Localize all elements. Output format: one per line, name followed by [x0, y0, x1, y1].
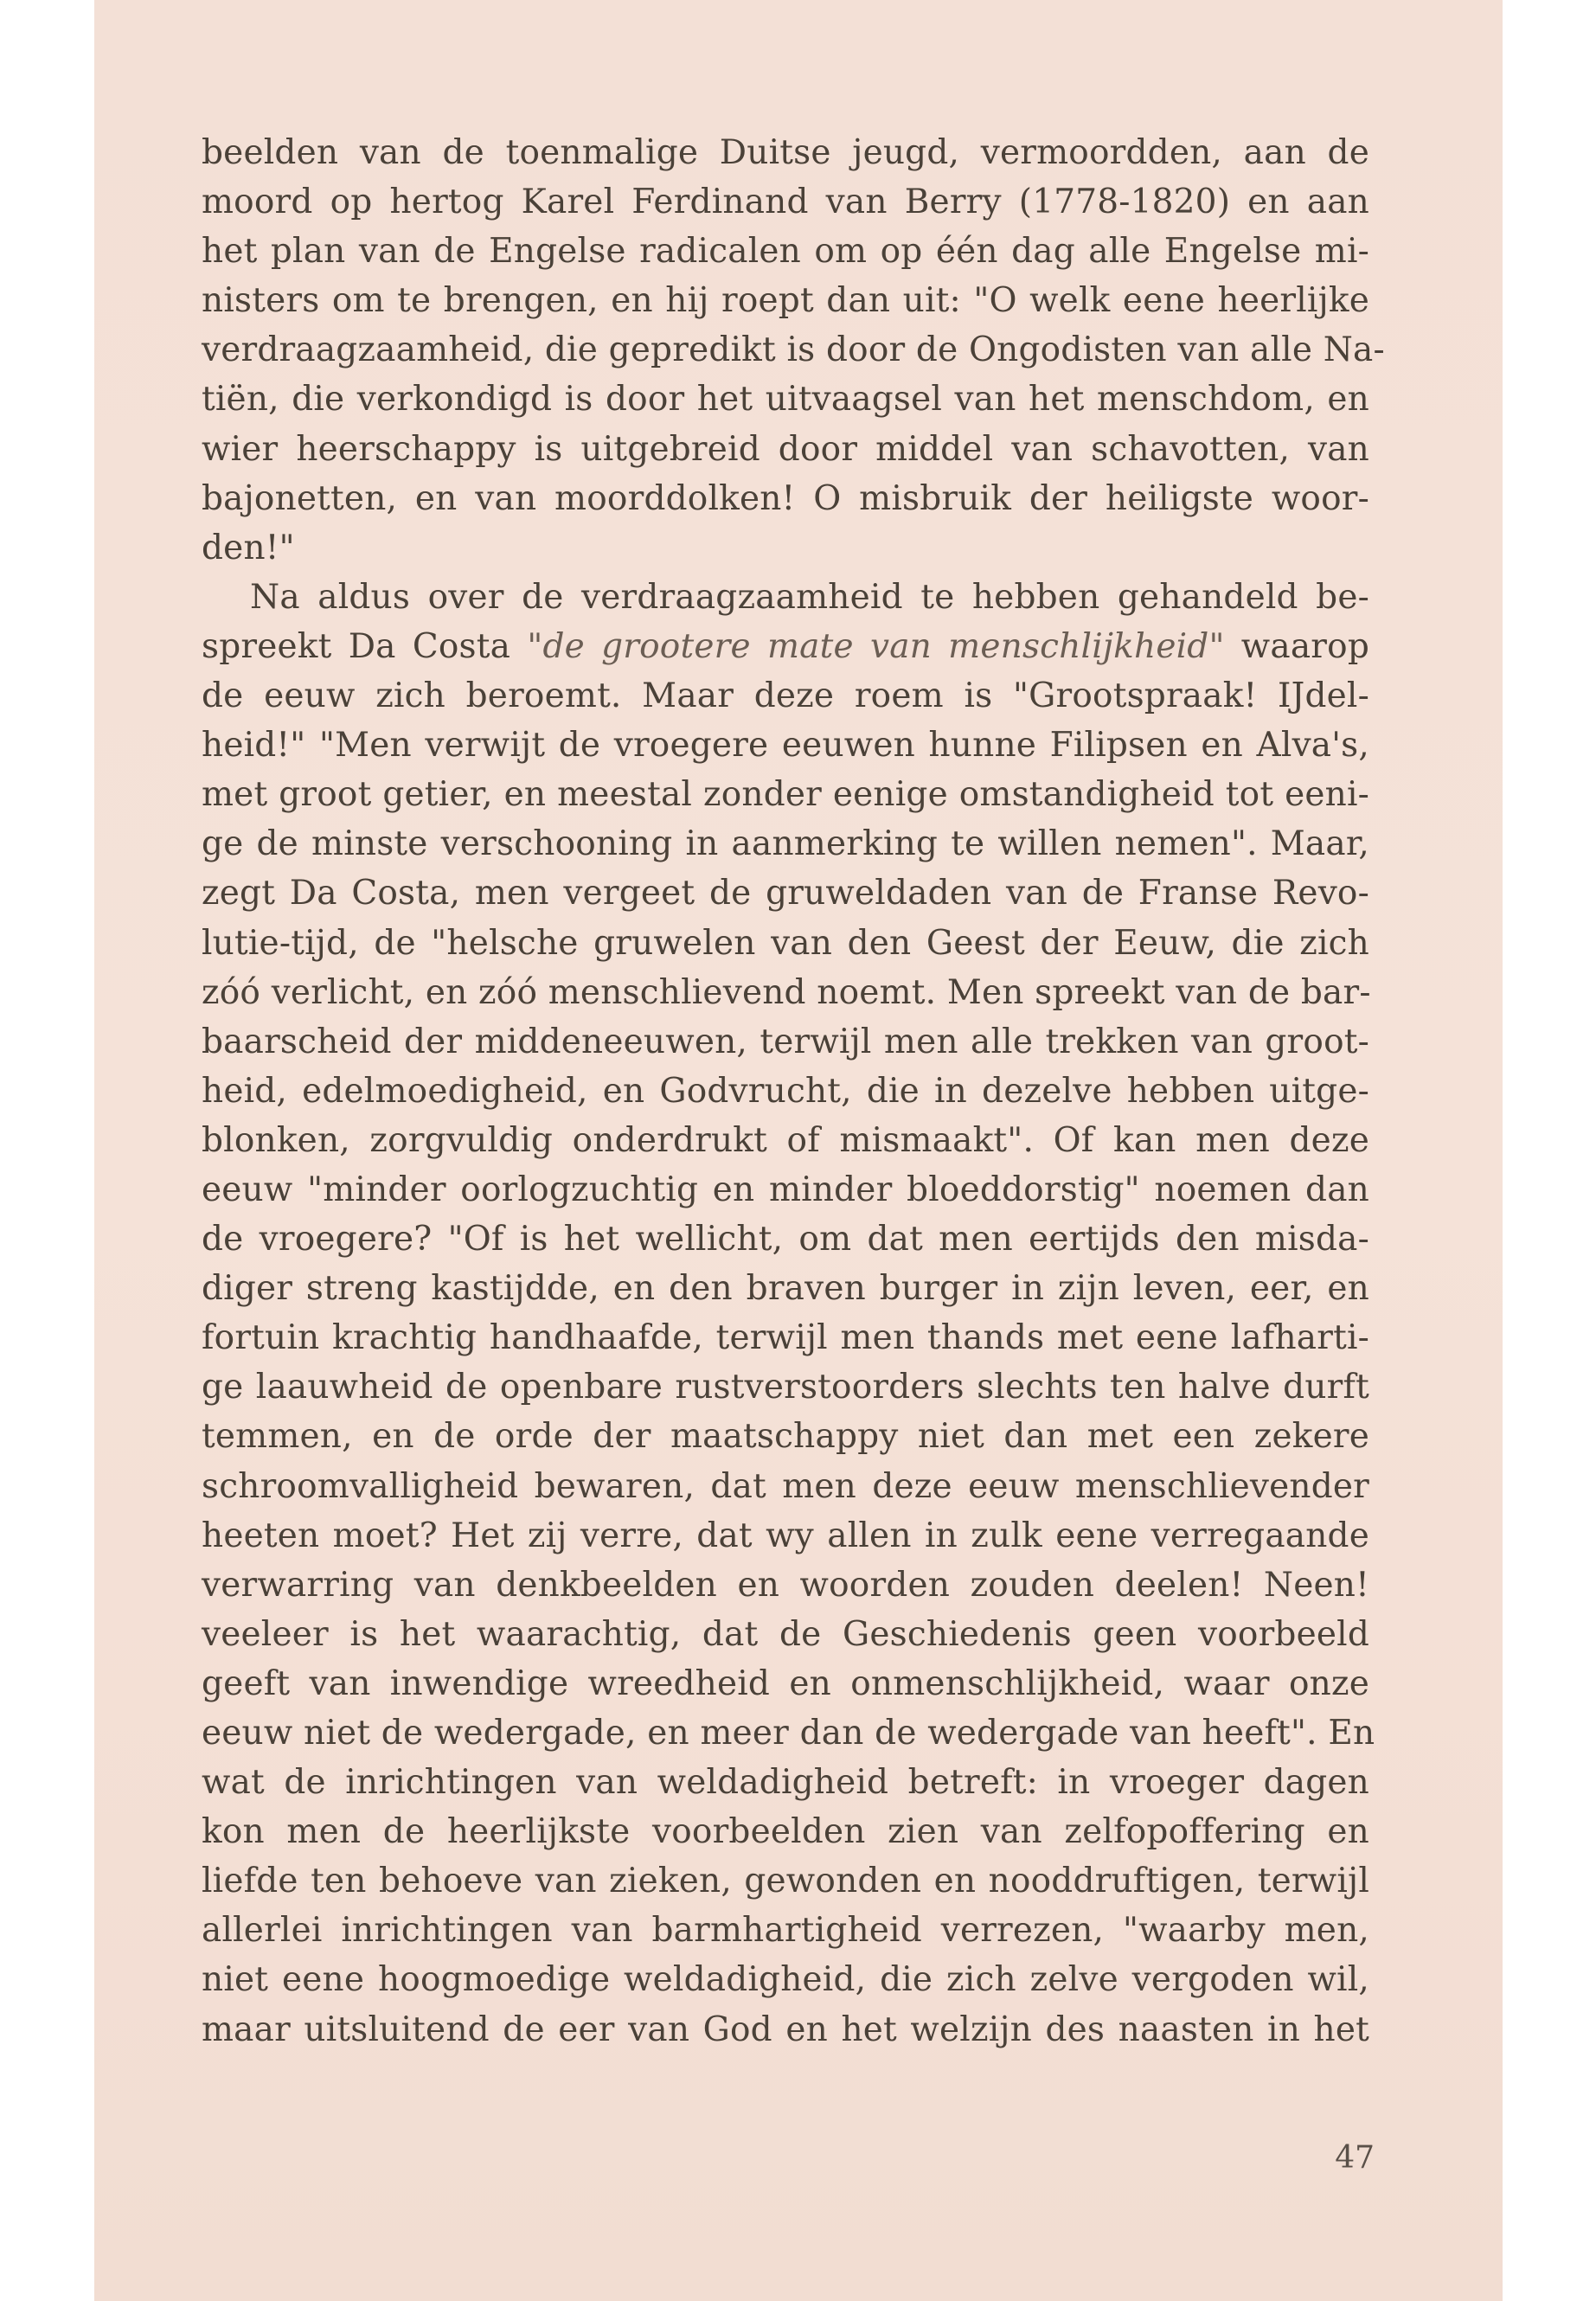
text-line: verwarring van denkbeelden en woorden zouden deelen! Neen! [202, 1565, 1369, 1605]
text-line: moord op hertog Karel Ferdinand van Berry (1778-1820) en aan [202, 183, 1369, 222]
text-line: Na aldus over de verdraagzaamheid te hebben gehandeld be- [250, 577, 1369, 617]
text-line: schroomvalligheid bewaren, dat men deze eeuw menschlievender [202, 1466, 1369, 1506]
text-line: eeuw niet de wedergade, en meer dan de wedergade van heeft". En [202, 1714, 1375, 1753]
text-line: blonken, zorgvuldig onderdrukt of mismaakt". Of kan men deze [202, 1120, 1369, 1160]
text-line: zóó verlicht, en zóó menschlievend noemt. Men spreekt van de bar- [202, 972, 1371, 1012]
text-line: het plan van de Engelse radicalen om op één dag alle Engelse mi- [202, 232, 1369, 272]
text-line: geeft van inwendige wreedheid en onmenschlijkheid, waar onze [202, 1663, 1369, 1703]
page-number: 47 [1335, 2140, 1375, 2176]
text-line: liefde ten behoeve van zieken, gewonden en nooddruftigen, terwijl [202, 1862, 1369, 1901]
text-line: heid!" "Men verwijt de vroegere eeuwen hunne Filipsen en Alva's, [202, 726, 1369, 766]
text-line: verdraagzaamheid, die gepredikt is door de Ongodisten van alle Na- [202, 330, 1385, 370]
book-page [94, 0, 1503, 2301]
text-line: veeleer is het waarachtig, dat de Geschiedenis geen voorbeeld [202, 1614, 1369, 1654]
text-line: maar uitsluitend de eer van God en het welzijn des naasten in het [202, 2009, 1369, 2049]
text-line: beelden van de toenmalige Duitse jeugd, vermoordden, aan de [202, 133, 1369, 172]
text-line: tiën, die verkondigd is door het uitvaagsel van het menschdom, en [202, 380, 1369, 420]
text-line: zegt Da Costa, men vergeet de gruweldaden van de Franse Revo- [202, 874, 1369, 913]
text-line: lutie-tijd, de "helsche gruwelen van den Geest der Eeuw, die zich [202, 923, 1369, 963]
text-line [202, 622, 1369, 671]
text-line: ge de minste verschooning in aanmerking te willen nemen". Maar, [202, 824, 1369, 864]
text-line: den!" [202, 528, 295, 567]
text-line: nisters om te brengen, en hij roept dan uit: "O welk eene heerlijke [202, 281, 1369, 321]
text-line: wat de inrichtingen van weldadigheid betreft: in vroeger dagen [202, 1763, 1369, 1803]
body-text [202, 128, 1385, 2054]
text-line: eeuw "minder oorlogzuchtig en minder bloeddorstig" noemen dan [202, 1170, 1369, 1209]
text-line: met groot getier, en meestal zonder eenige omstandigheid tot eeni- [202, 775, 1369, 815]
text-line: baarscheid der middeneeuwen, terwijl men alle trekken van groot- [202, 1022, 1369, 1061]
text-line: bajonetten, en van moorddolken! O misbruik der heiligste woor- [202, 478, 1369, 518]
paragraph-1 [202, 128, 1385, 573]
italic-quote: "de grootere mate van menschlijkheid" [527, 626, 1225, 666]
text-line: kon men de heerlijkste voorbeelden zien van zelfopoffering en [202, 1812, 1369, 1852]
text-line: de vroegere? "Of is het wellicht, om dat men eertijds den misda- [202, 1220, 1369, 1259]
text-line: allerlei inrichtingen van barmhartigheid verrezen, "waarby men, [202, 1911, 1369, 1951]
text-line: wier heerschappy is uitgebreid door middel van schavotten, van [202, 429, 1369, 469]
text-line: de eeuw zich beroemt. Maar deze roem is "Grootspraak! IJdel- [202, 676, 1369, 716]
paragraph-2 [202, 573, 1375, 2054]
text-span: waarop [1224, 626, 1369, 666]
text-span: spreekt Da Costa [202, 626, 528, 666]
text-line: temmen, en de orde der maatschappy niet dan met een zekere [202, 1417, 1369, 1457]
text-line: fortuin krachtig handhaafde, terwijl men thands met eene lafharti- [202, 1318, 1369, 1358]
text-line: niet eene hoogmoedige weldadigheid, die zich zelve vergoden wil, [202, 1960, 1369, 2000]
text-line: ge laauwheid de openbare rustverstoorders slechts ten halve durft [202, 1368, 1369, 1407]
text-line: heid, edelmoedigheid, en Godvrucht, die in dezelve hebben uitge- [202, 1071, 1369, 1111]
text-line: diger streng kastijdde, en den braven burger in zijn leven, eer, en [202, 1269, 1369, 1309]
text-line: heeten moet? Het zij verre, dat wy allen in zulk eene verregaande [202, 1516, 1369, 1555]
